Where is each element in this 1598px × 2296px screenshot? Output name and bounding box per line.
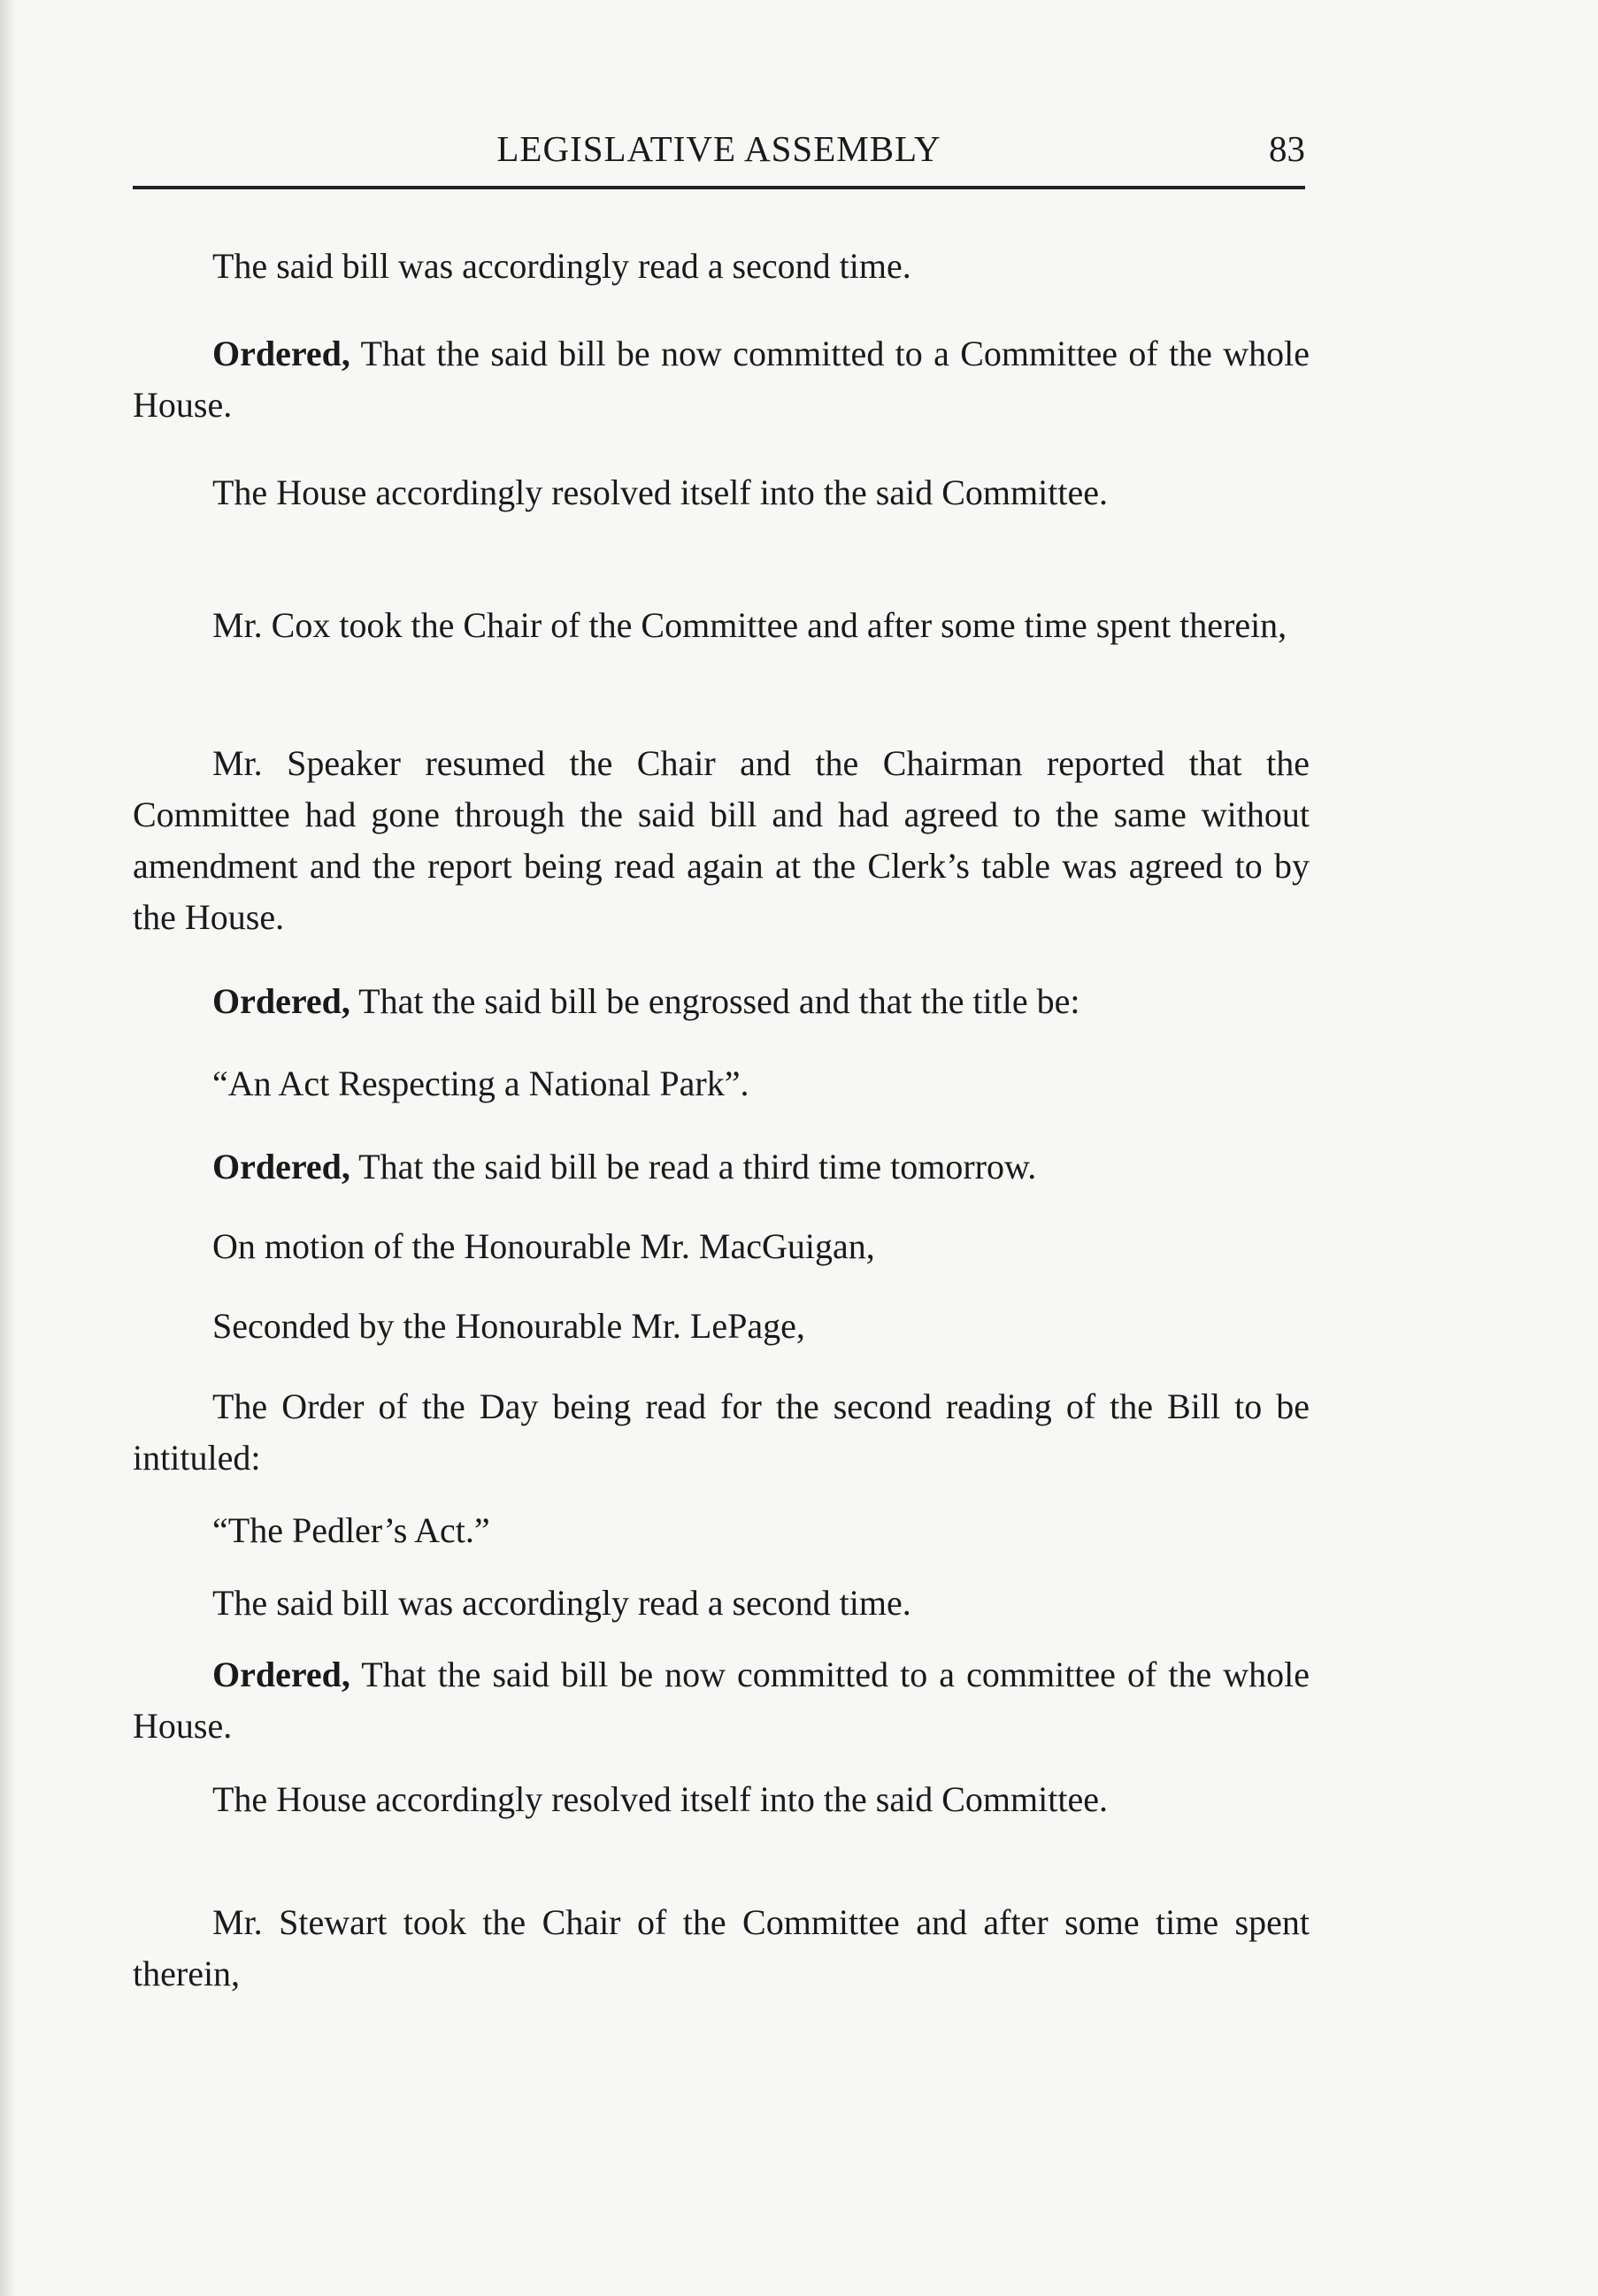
paragraph-text: That the said bill be engrossed and that the title be: — [350, 981, 1080, 1021]
paragraph-text: That the said bill be now committed to a committee of the whole House. — [133, 1655, 1310, 1746]
ordered-label: Ordered, — [212, 1147, 350, 1186]
page-number: 83 — [1269, 128, 1305, 169]
paragraph — [133, 1381, 1310, 1484]
paragraph — [133, 1301, 1310, 1352]
paragraph — [133, 1649, 1310, 1752]
paragraph-text: That the said bill be read a third time tomorrow. — [350, 1147, 1037, 1186]
paragraph — [133, 328, 1310, 431]
ordered-label: Ordered, — [212, 1655, 350, 1694]
paragraph — [133, 467, 1310, 518]
paragraph — [133, 1578, 1310, 1629]
paragraph-text: Mr. Speaker resumed the Chair and the Chairman reported that the Committee had gone through the said bill and had agreed to the same without amendment and the report being read again at the Clerk’s table was agreed to by the House. — [133, 743, 1310, 937]
paragraph-text: That the said bill be now committed to a Committee of the whole House. — [133, 334, 1310, 425]
paragraph — [133, 1897, 1310, 2000]
page-edge-shadow — [0, 0, 16, 2296]
paragraph — [133, 600, 1310, 651]
header-title: LEGISLATIVE ASSEMBLY — [496, 128, 941, 169]
ordered-label: Ordered, — [212, 981, 350, 1021]
paragraph-text: The said bill was accordingly read a second time. — [212, 1583, 911, 1623]
paragraph-text: Mr. Stewart took the Chair of the Committee and after some time spent therein, — [133, 1902, 1310, 1993]
quoted-title: “An Act Respecting a National Park”. — [212, 1064, 749, 1103]
quoted-title: “The Pedler’s Act.” — [212, 1510, 490, 1550]
ordered-label: Ordered, — [212, 334, 350, 373]
paragraph — [133, 1505, 1310, 1556]
paragraph-text: The House accordingly resolved itself into the said Committee. — [212, 472, 1108, 512]
paragraph-text: Seconded by the Honourable Mr. LePage, — [212, 1306, 805, 1346]
paragraph-text: Mr. Cox took the Chair of the Committee and after some time spent therein, — [212, 605, 1287, 645]
paragraph — [133, 1058, 1310, 1110]
paragraph-text: The Order of the Day being read for the second reading of the Bill to be intituled: — [133, 1386, 1310, 1478]
paragraph — [133, 241, 1310, 292]
paragraph — [133, 1774, 1310, 1825]
paragraph — [133, 738, 1310, 943]
paragraph-text: On motion of the Honourable Mr. MacGuigan, — [212, 1226, 875, 1266]
paragraph-text: The said bill was accordingly read a second time. — [212, 246, 911, 286]
page-header — [133, 115, 1305, 189]
paragraph-text: The House accordingly resolved itself into the said Committee. — [212, 1779, 1108, 1819]
paragraph — [133, 1221, 1310, 1272]
paragraph — [133, 1141, 1310, 1193]
paragraph — [133, 976, 1310, 1027]
